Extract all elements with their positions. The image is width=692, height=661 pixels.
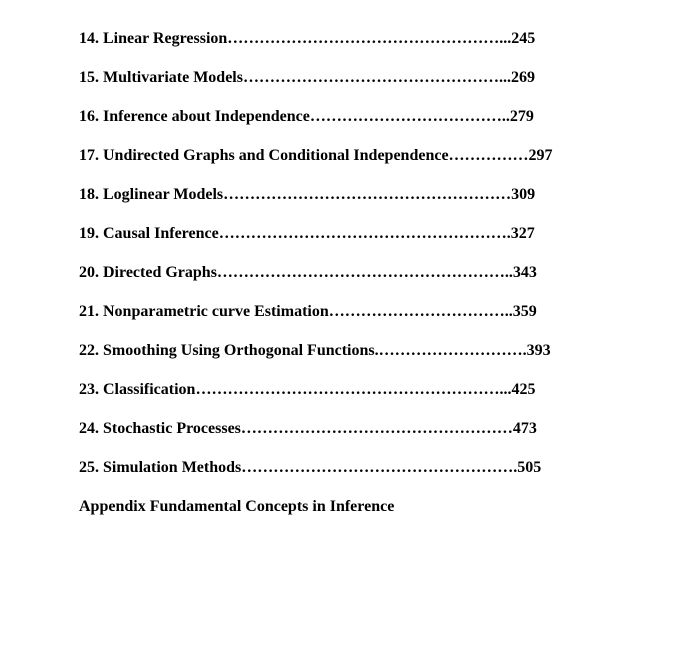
toc-entry [79,340,619,379]
toc-entry [79,184,619,223]
toc-entry [79,28,619,67]
toc-entry [79,262,619,301]
toc-entry-text: 25. Simulation Methods…………………………………………….505 [79,459,542,476]
toc-entry-text: 20. Directed Graphs………………………………………………..343 [79,264,537,281]
toc-entry-text: 16. Inference about Independence………………………………..279 [79,108,534,125]
toc-entry-text: 23. Classification…………………………………………………...425 [79,381,536,398]
toc-entry-text: 15. Multivariate Models…………………………………………...269 [79,69,535,86]
toc-entry [79,457,619,496]
toc-entry-text: 19. Causal Inference……………………………………………….327 [79,225,535,242]
toc-entry [79,106,619,145]
toc-entry [79,223,619,262]
toc-entry-text: 24. Stochastic Processes……………………………………………473 [79,420,537,437]
toc-entry-text: 21. Nonparametric curve Estimation……………………………..359 [79,303,537,320]
toc-entry-text: 18. Loglinear Models………………………………………………309 [79,186,536,203]
toc-appendix-heading: Appendix Fundamental Concepts in Inference [79,498,395,515]
toc-entry-text: 17. Undirected Graphs and Conditional Independence……………297 [79,147,553,164]
toc-entry [79,418,619,457]
toc-entry [79,379,619,418]
toc-entry-text: 14. Linear Regression……………………………………………...245 [79,30,536,47]
toc-entry-text: 22. Smoothing Using Orthogonal Functions.……………………….393 [79,342,551,359]
toc-entry [79,145,619,184]
toc-entry [79,67,619,106]
toc-entry [79,301,619,340]
table-of-contents [79,28,619,518]
